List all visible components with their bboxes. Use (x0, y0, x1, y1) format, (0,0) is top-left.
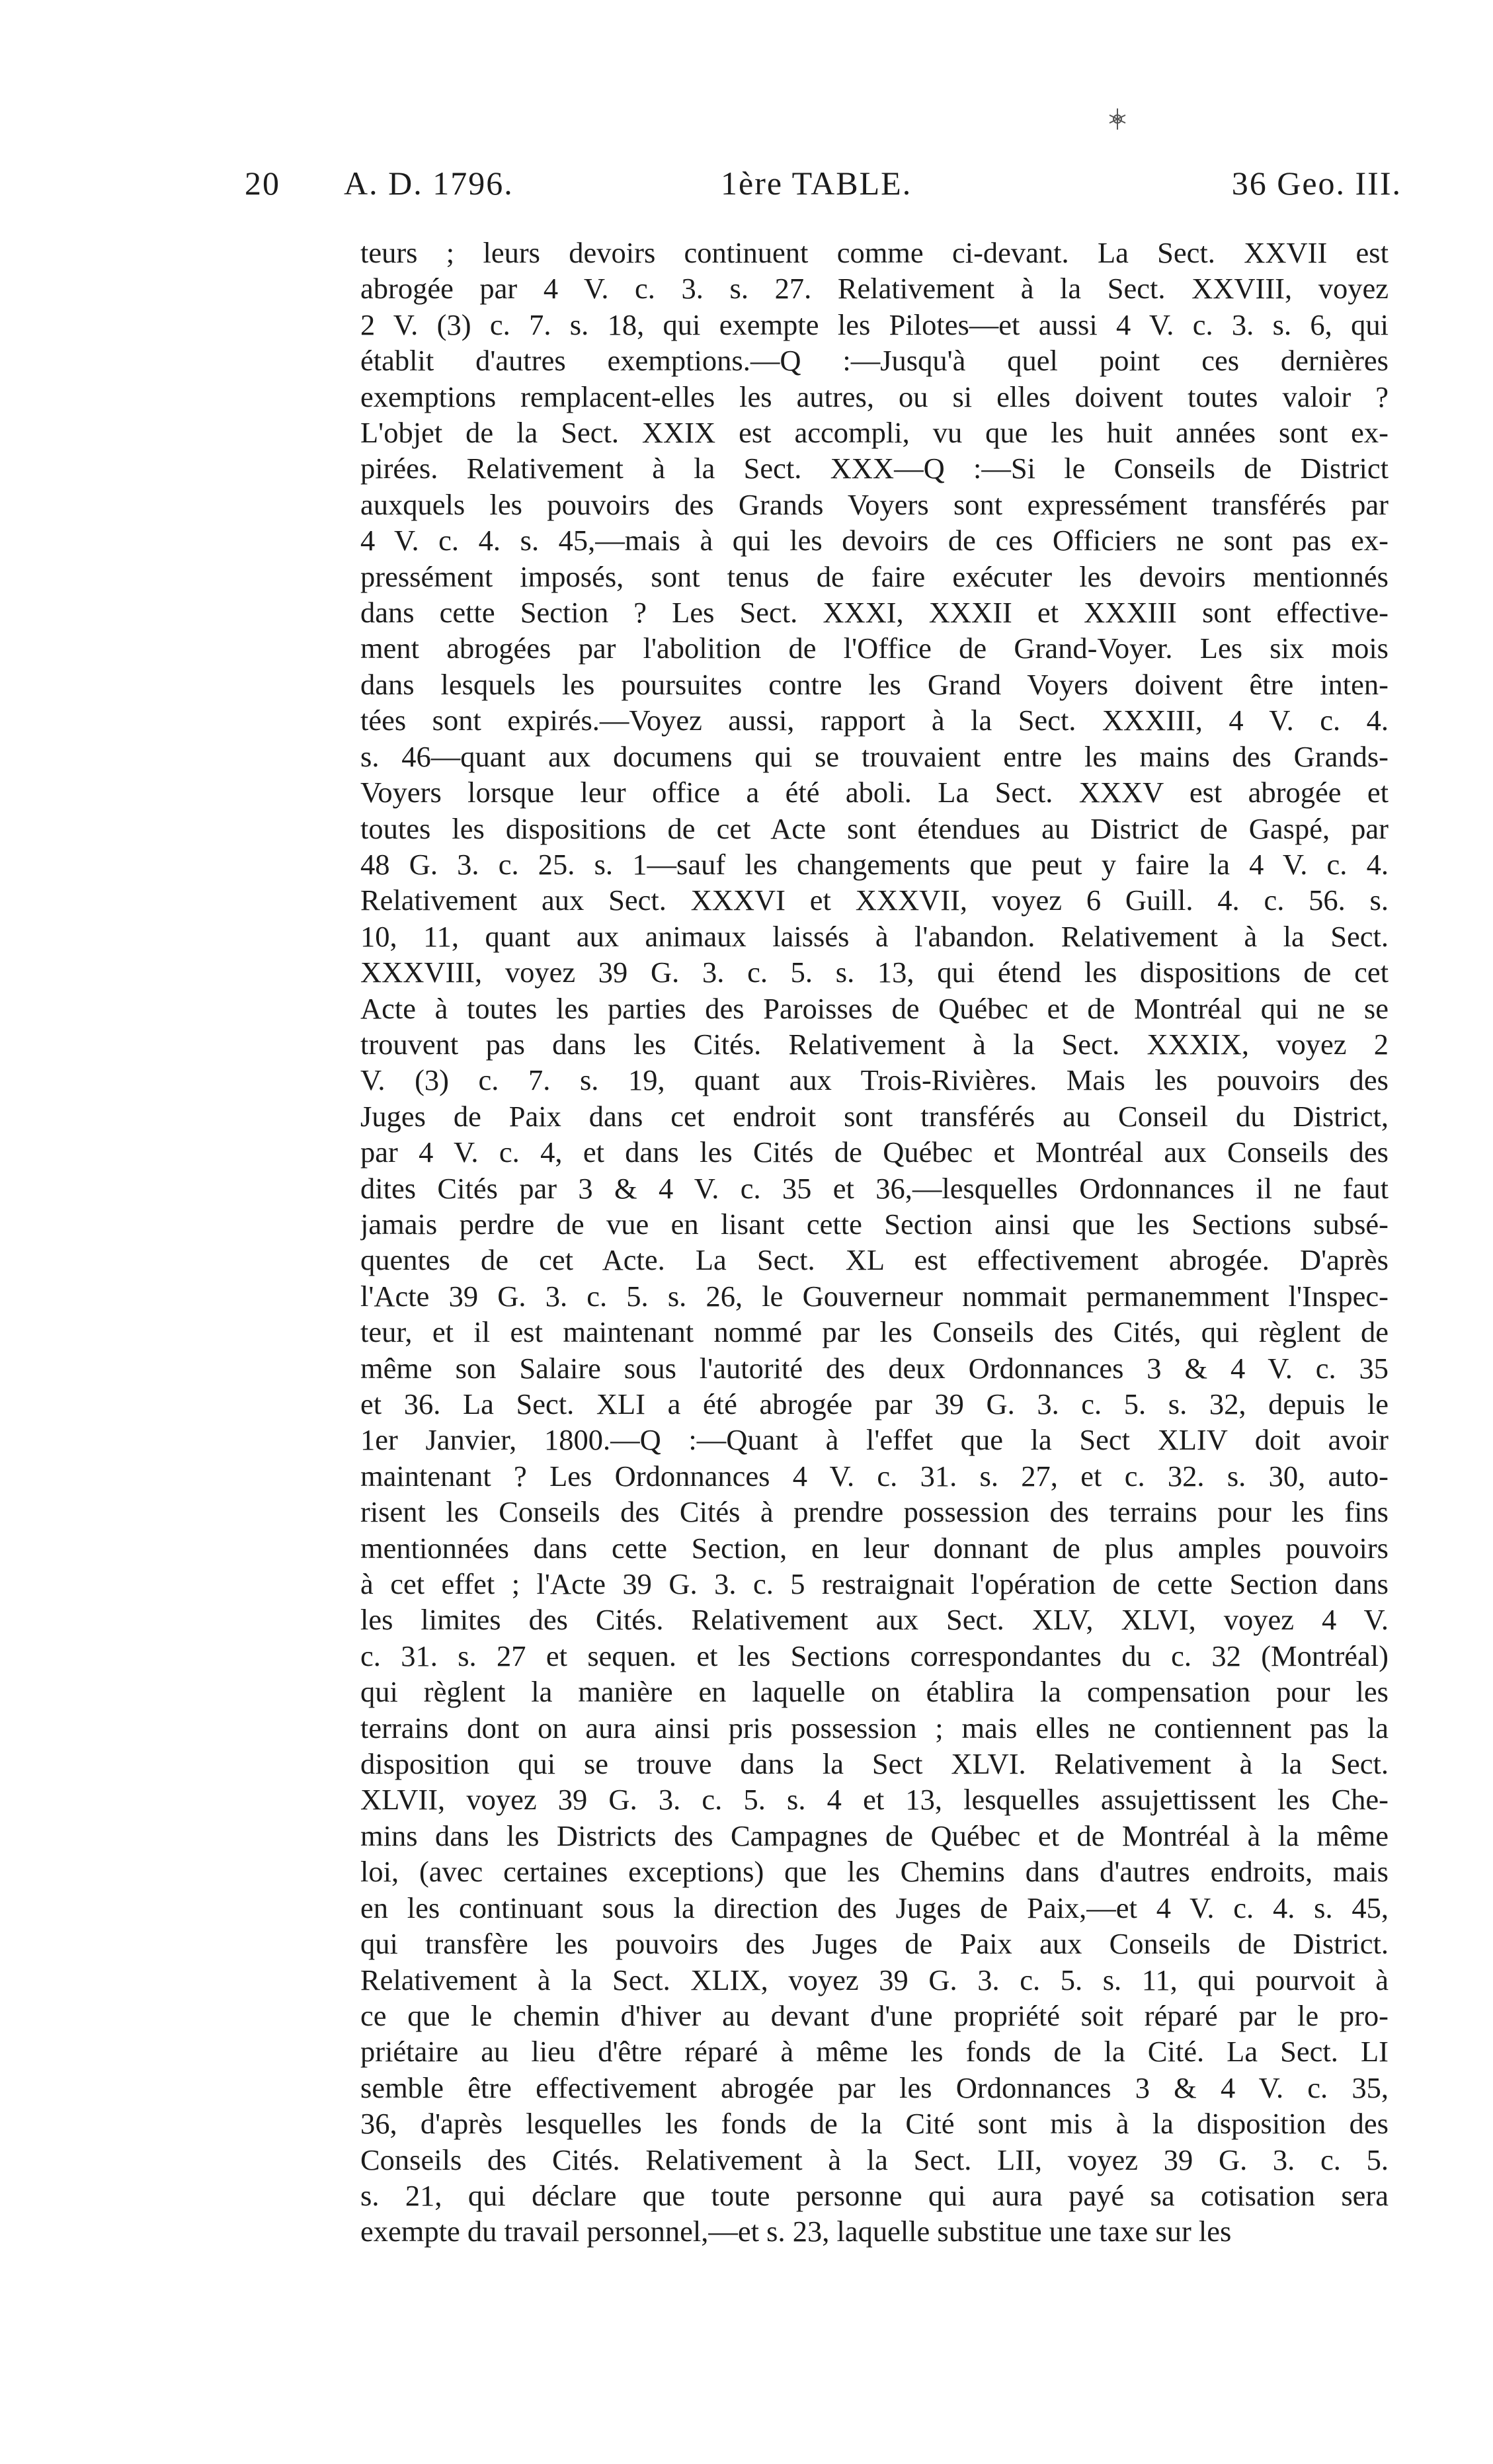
text-line: maintenant ? Les Ordonnances 4 V. c. 31. s. 27, et c. 32. s. 30, auto- (360, 1459, 1389, 1493)
text-line: toutes les dispositions de cet Acte sont étendues au District de Gaspé, par (360, 811, 1389, 845)
text-line: 36, d'après lesquelles les fonds de la Cité sont mis à la disposition des (360, 2107, 1389, 2141)
text-line: L'objet de la Sect. XXIX est accompli, vu que les huit années sont ex- (360, 416, 1389, 450)
text-line: 1er Janvier, 1800.—Q :—Quant à l'effet que la Sect XLIV doit avoir (360, 1423, 1389, 1457)
header-reign: 36 Geo. III. (1231, 165, 1402, 202)
text-line: les limites des Cités. Relativement aux Sect. XLV, XLVI, voyez 4 V. (360, 1603, 1389, 1637)
text-line: Acte à toutes les parties des Paroisses de Québec et de Montréal qui ne se (360, 991, 1389, 1025)
text-line: Juges de Paix dans cet endroit sont transférés au Conseil du District, (360, 1099, 1389, 1133)
text-line: pressément imposés, sont tenus de faire exécuter les devoirs mentionnés (360, 559, 1389, 593)
text-line: Relativement aux Sect. XXXVI et XXXVII, voyez 6 Guill. 4. c. 56. s. (360, 883, 1389, 917)
text-line: teur, et il est maintenant nommé par les Conseils des Cités, qui règlent de (360, 1315, 1389, 1349)
text-line: tées sont expirés.—Voyez aussi, rapport à la Sect. XXXIII, 4 V. c. 4. (360, 704, 1389, 737)
text-line: dans cette Section ? Les Sect. XXXI, XXXII et XXXIII sont effective- (360, 596, 1389, 630)
text-line: priétaire au lieu d'être réparé à même les fonds de la Cité. La Sect. LI (360, 2035, 1389, 2069)
text-line: 4 V. c. 4. s. 45,—mais à qui les devoirs de ces Officiers ne sont pas ex- (360, 524, 1389, 557)
text-line: exempte du travail personnel,—et s. 23, laquelle substitue une taxe sur les (360, 2215, 1232, 2248)
text-line: exemptions remplacent-elles les autres, ou si elles doivent toutes valoir ? (360, 380, 1389, 413)
text-line: 2 V. (3) c. 7. s. 18, qui exempte les Pilotes—et aussi 4 V. c. 3. s. 6, qui (360, 308, 1389, 341)
text-line: XXXVIII, voyez 39 G. 3. c. 5. s. 13, qui étend les dispositions de cet (360, 956, 1389, 989)
text-line: ment abrogées par l'abolition de l'Office de Grand-Voyer. Les six mois (360, 632, 1389, 665)
text-line: même son Salaire sous l'autorité des deux Ordonnances 3 & 4 V. c. 35 (360, 1351, 1389, 1385)
text-line: 48 G. 3. c. 25. s. 1—sauf les changements que peut y faire la 4 V. c. 4. (360, 847, 1389, 881)
text-line: établit d'autres exemptions.—Q :—Jusqu'à quel point ces dernières (360, 344, 1389, 378)
text-line: Voyers lorsque leur office a été aboli. La Sect. XXXV est abrogée et (360, 776, 1389, 809)
body-text (360, 235, 1389, 2250)
text-line: ce que le chemin d'hiver au devant d'une propriété soit réparé par le pro- (360, 1998, 1389, 2032)
text-line: pirées. Relativement à la Sect. XXX—Q :—Si le Conseils de District (360, 452, 1389, 485)
text-line: terrains dont on aura ainsi pris possession ; mais elles ne contiennent pas la (360, 1711, 1389, 1745)
text-line: en les continuant sous la direction des Juges de Paix,—et 4 V. c. 4. s. 45, (360, 1891, 1389, 1924)
page-number: 20 (245, 165, 280, 202)
text-line: s. 21, qui déclare que toute personne qui aura payé sa cotisation sera (360, 2178, 1389, 2212)
text-line: abrogée par 4 V. c. 3. s. 27. Relativement à la Sect. XXVIII, voyez (360, 272, 1389, 306)
text-line: qui règlent la manière en laquelle on établira la compensation pour les (360, 1675, 1389, 1709)
printer-ornament-icon (1104, 106, 1131, 132)
text-line: qui transfère les pouvoirs des Juges de Paix aux Conseils de District. (360, 1927, 1389, 1961)
text-line: 10, 11, quant aux animaux laissés à l'abandon. Relativement à la Sect. (360, 919, 1389, 953)
text-line: auxquels les pouvoirs des Grands Voyers sont expressément transférés par (360, 487, 1389, 521)
text-line: par 4 V. c. 4, et dans les Cités de Québec et Montréal aux Conseils des (360, 1135, 1389, 1169)
text-line: quentes de cet Acte. La Sect. XL est effectivement abrogée. D'après (360, 1243, 1389, 1277)
text-line: XLVII, voyez 39 G. 3. c. 5. s. 4 et 13, lesquelles assujettissent les Che- (360, 1783, 1389, 1817)
text-line: mins dans les Districts des Campagnes de Québec et de Montréal à la même (360, 1819, 1389, 1852)
text-line: Relativement à la Sect. XLIX, voyez 39 G. 3. c. 5. s. 11, qui pourvoit à (360, 1963, 1389, 1996)
text-line: c. 31. s. 27 et sequen. et les Sections correspondantes du c. 32 (Montréal) (360, 1639, 1389, 1672)
text-line: l'Acte 39 G. 3. c. 5. s. 26, le Gouverneur nommait permanemment l'Inspec- (360, 1279, 1389, 1313)
text-line: dites Cités par 3 & 4 V. c. 35 et 36,—lesquelles Ordonnances il ne faut (360, 1171, 1389, 1205)
text-line: mentionnées dans cette Section, en leur donnant de plus amples pouvoirs (360, 1531, 1389, 1565)
text-line: dans lesquels les poursuites contre les Grand Voyers doivent être inten- (360, 667, 1389, 701)
text-line: Conseils des Cités. Relativement à la Sect. LII, voyez 39 G. 3. c. 5. (360, 2143, 1389, 2176)
text-line: disposition qui se trouve dans la Sect XLVI. Relativement à la Sect. (360, 1747, 1389, 1781)
text-line: risent les Conseils des Cités à prendre possession des terrains pour les fins (360, 1495, 1389, 1529)
text-line: teurs ; leurs devoirs continuent comme ci-devant. La Sect. XXVII est (360, 236, 1389, 269)
header-date: A. D. 1796. (344, 165, 514, 202)
text-line: jamais perdre de vue en lisant cette Section ainsi que les Sections subsé- (360, 1207, 1389, 1241)
text-line: loi, (avec certaines exceptions) que les Chemins dans d'autres endroits, mais (360, 1855, 1389, 1889)
text-line: semble être effectivement abrogée par les Ordonnances 3 & 4 V. c. 35, (360, 2071, 1389, 2104)
text-line: V. (3) c. 7. s. 19, quant aux Trois-Rivières. Mais les pouvoirs des (360, 1063, 1389, 1097)
header-title: 1ère TABLE. (721, 165, 912, 202)
text-line: trouvent pas dans les Cités. Relativement à la Sect. XXXIX, voyez 2 (360, 1027, 1389, 1061)
text-line: à cet effet ; l'Acte 39 G. 3. c. 5 restraignait l'opération de cette Section dans (360, 1567, 1389, 1601)
running-header (245, 164, 1402, 210)
text-line: s. 46—quant aux documens qui se trouvaient entre les mains des Grands- (360, 739, 1389, 773)
text-line: et 36. La Sect. XLI a été abrogée par 39 G. 3. c. 5. s. 32, depuis le (360, 1387, 1389, 1420)
